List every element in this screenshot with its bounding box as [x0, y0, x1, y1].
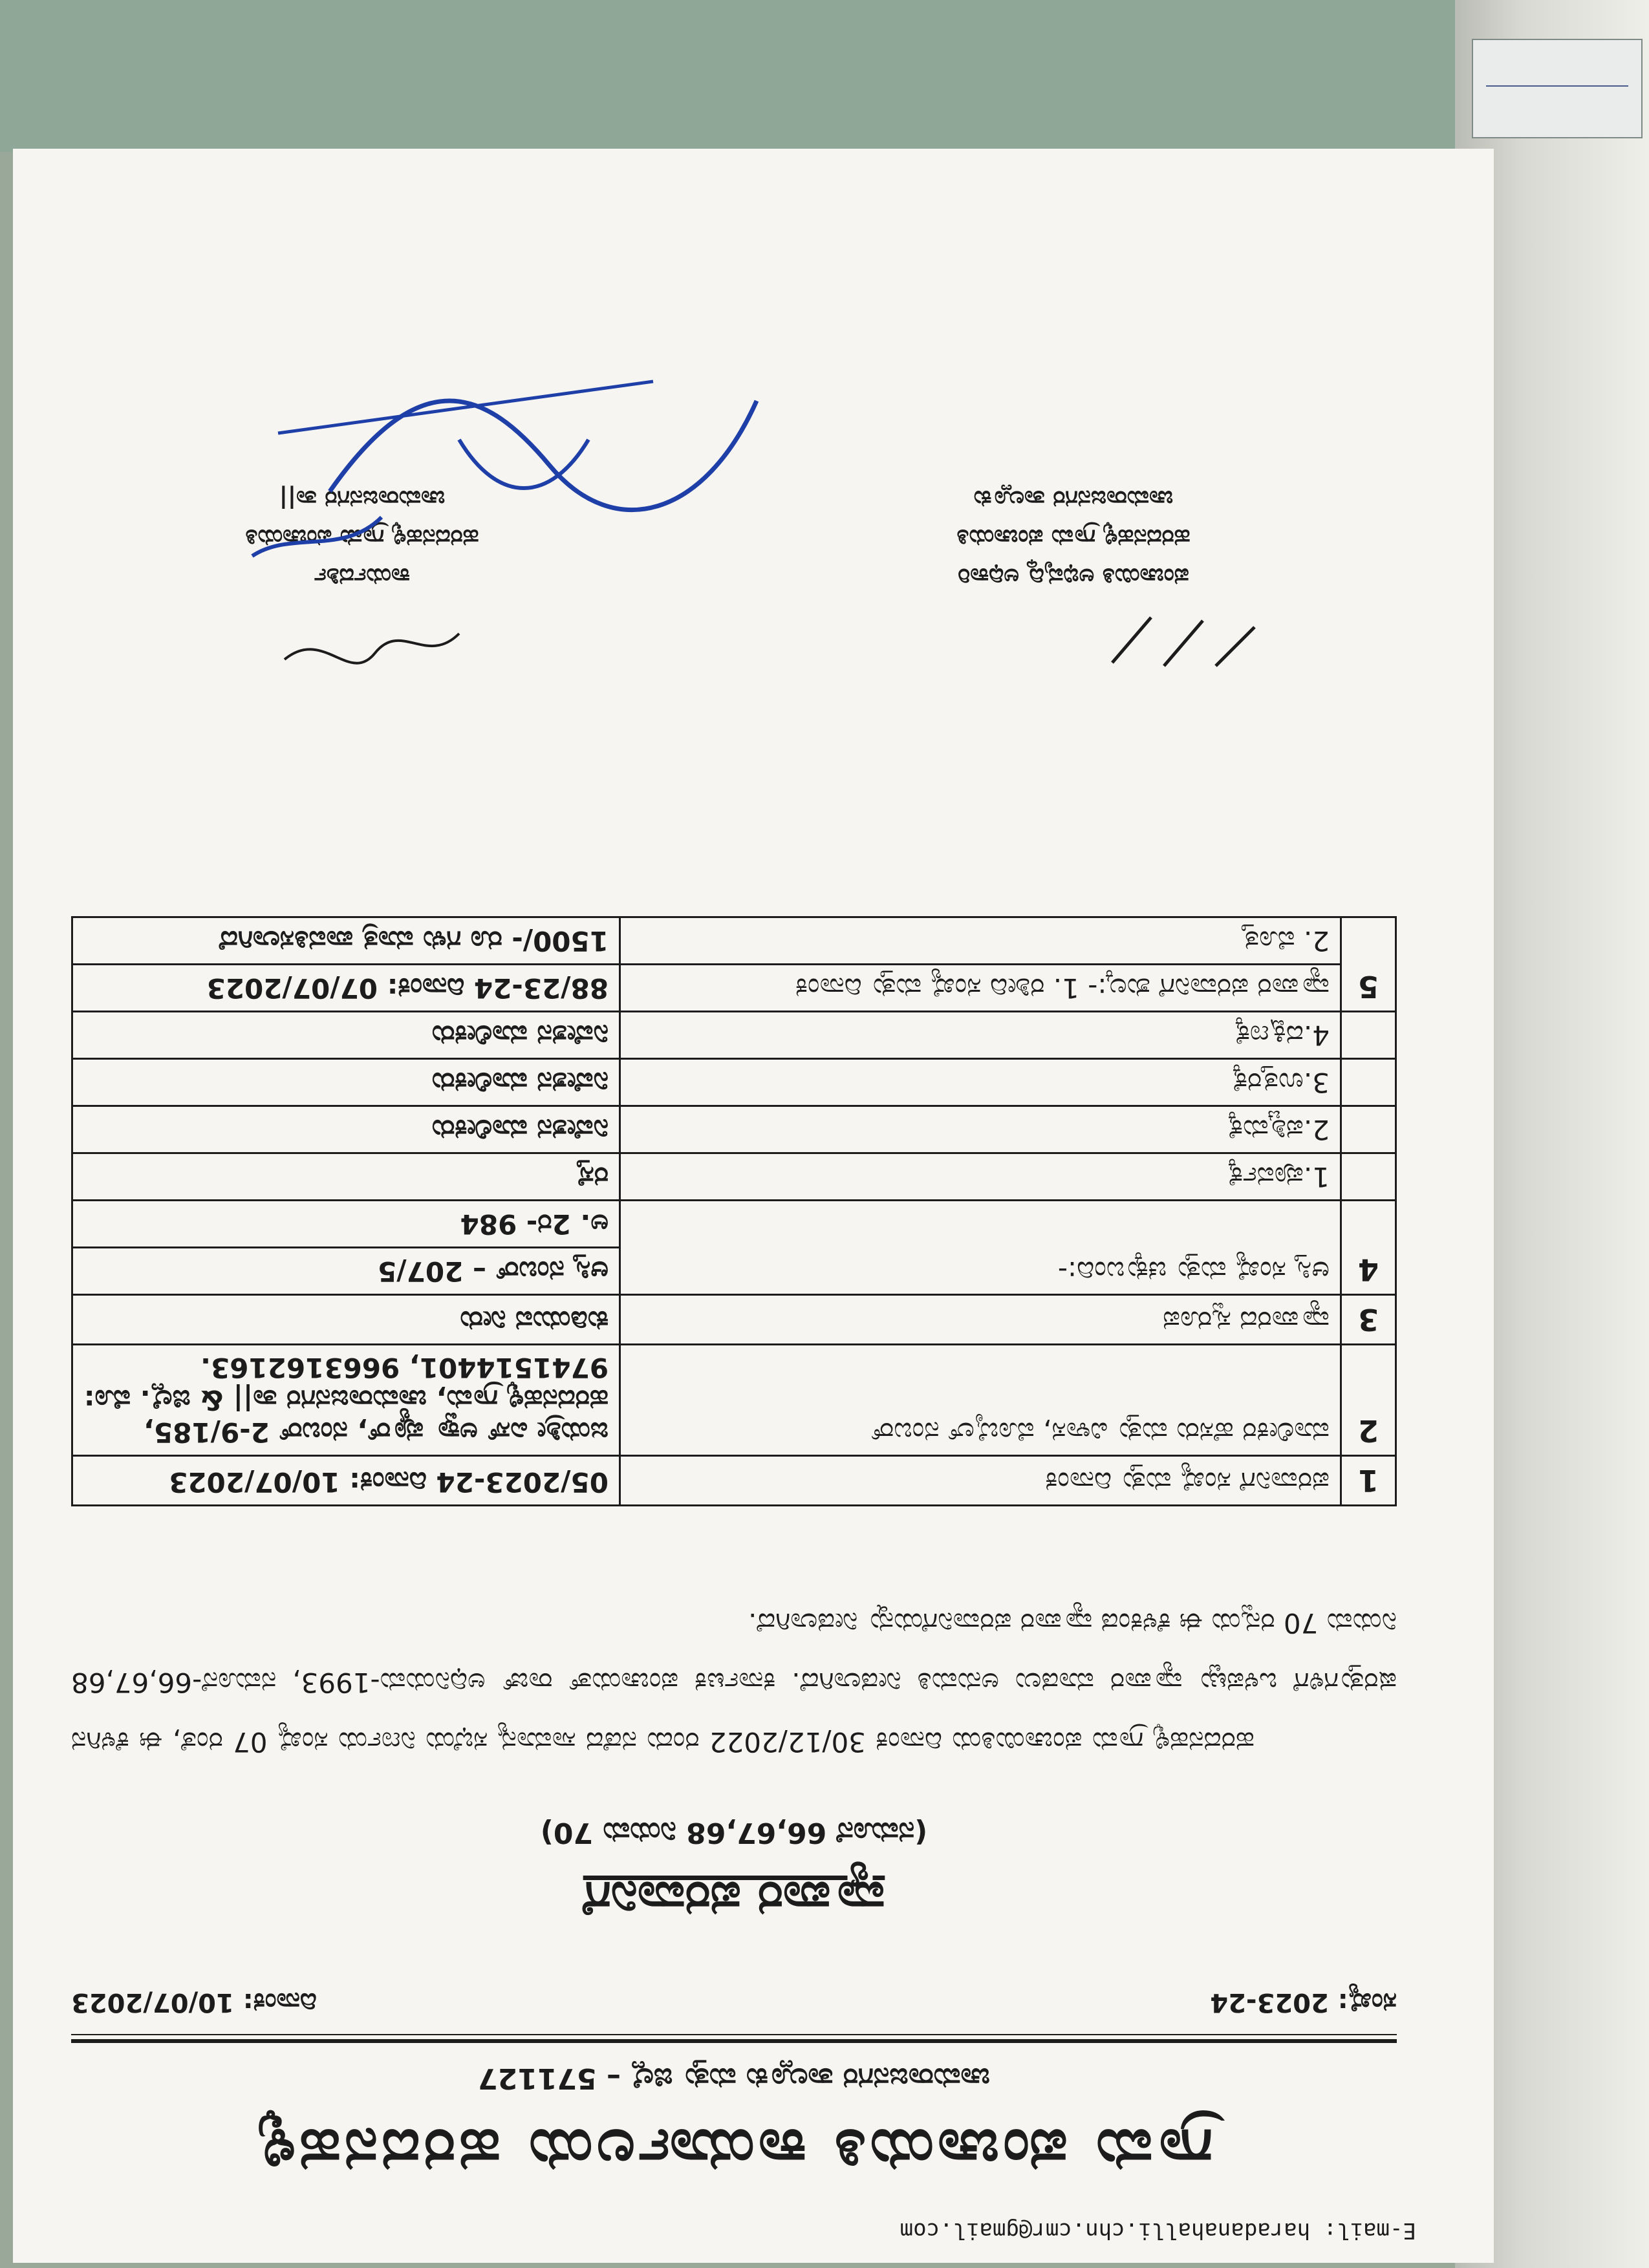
license-document — [13, 149, 1494, 2263]
document-date: ದಿನಾಂಕ: 10/07/2023 — [71, 1987, 317, 2017]
row-value: ಜಯಶ್ರೀ ಎಸ್ ಅಕ್ವಾ ಪ್ಯೂರ್, ನಂಬರ್ 2-9/185, ಹರದನಹಳ್ಳಿ ಗ್ರಾಮ, ಚಾಮರಾಜನಗರ ತಾ|| & ಜಿಲ್ಲೆ. ಮೊ: 9741514401, 9663162163. — [72, 1345, 620, 1456]
row-label: 2.ಪಶ್ಚಿಮಕ್ಕೆ — [620, 1106, 1341, 1153]
table-row — [72, 1012, 1396, 1059]
signatory-office: ಹರದನಹಳ್ಳಿ ಗ್ರಾಮ ಪಂಚಾಯತಿ — [956, 524, 1191, 551]
row-label: ಮಾಲೀಕರ ಹೆಸರು ಮತ್ತು ವಿಳಾಸ, ಮೊಬೈಲ್ ನಂಬರ್ — [620, 1345, 1341, 1456]
license-body-text: ಹರದನಹಳ್ಳಿ ಗ್ರಾಮ ಪಂಚಾಯಿತಿಯ ದಿನಾಂಕ 30/12/2022 ರಂದು ನಡೆದ ಸಾಮಾನ್ಯ ಸಭೆಯ ನಿರ್ಣಯ ಸಂಖ್ಯೆ 07 ರಂತೆ, ಈ ಕೆಳಗಿನ ಷರತ್ತುಗಳಿಗೆ ಒಳಪಟ್ಟು ವ್ಯಾಪಾರ ಮಾಡಲು ಅನುಮತಿ ನೀಡಲಾಗಿದೆ. ಕರ್ನಾಟಕ ಪಂಚಾಯತ್ ರಾಜ್ ಅಧಿನಿಯಮ-1993, ನಮೂನೆ-66,67,68 ನಿಯಮ 70 ರನ್ವಯ ಈ ಕೆಳಕಂಡ ವ್ಯಾಪಾರ ಪರವಾನಿಗೆಯನ್ನು ನೀಡಲಾಗಿದೆ. — [71, 1607, 1397, 1758]
signature-scribble — [815, 608, 1332, 679]
table-row — [72, 1345, 1396, 1456]
header-rule — [71, 2039, 1397, 2043]
signatory-designation: ಕಾರ್ಯದರ್ಶಿ — [314, 563, 410, 590]
corner-note — [1472, 39, 1643, 138]
license-details-table — [71, 916, 1397, 1506]
row-number: 2 — [1341, 1345, 1396, 1456]
document-title: ವ್ಯಾಪಾರ ಪರವಾನಿಗೆ — [583, 1871, 885, 1927]
table-row — [72, 1456, 1396, 1506]
row-value: 05/2023-24 ದಿನಾಂಕ: 10/07/2023 — [72, 1456, 620, 1506]
row-value: ಅ. 2ರ- 984 — [72, 1201, 620, 1248]
table-row — [72, 917, 1396, 965]
row-value: ನಿವೇಶನ ಮಾಲೀಕರು — [72, 1012, 620, 1059]
verified-pen-mark — [200, 321, 782, 595]
row-value: ಕುಡಿಯುವ ನೀರು — [72, 1295, 620, 1345]
signatory-office: ಹರದನಹಳ್ಳಿ ಗ್ರಾಮ ಪಂಚಾಯತಿ — [245, 524, 479, 551]
row-label: 3.ಉತ್ತರಕ್ಕೆ — [620, 1059, 1341, 1106]
row-label: ಪರವಾನಿಗೆ ಸಂಖ್ಯೆ ಮತ್ತು ದಿನಾಂಕ — [620, 1456, 1341, 1506]
table-row — [72, 1106, 1396, 1153]
row-label: ವ್ಯಾಪಾರದ ಸ್ವರೂಪ — [620, 1295, 1341, 1345]
row-number: 1 — [1341, 1456, 1396, 1506]
row-number: 5 — [1341, 917, 1396, 1012]
row-label: ವ್ಯಾಪಾರ ಪರವಾನಿಗೆ ಶುಲ್ಕ:- 1. ರಶೀದಿ ಸಂಖ್ಯೆ ಮತ್ತು ದಿನಾಂಕ — [620, 965, 1341, 1012]
table-row — [72, 1059, 1396, 1106]
signatory-taluk: ಚಾಮರಾಜನಗರ ತಾ|| — [279, 486, 446, 512]
row-label: 1.ಪೂರ್ವಕ್ಕೆ — [620, 1153, 1341, 1201]
signature-block-pdo — [815, 479, 1332, 679]
signatory-taluk: ಚಾಮರಾಜನಗರ ತಾಲ್ಲೂಕು — [973, 486, 1174, 512]
row-label: 4.ದಕ್ಷಿಣಕ್ಕೆ — [620, 1012, 1341, 1059]
row-number: 4 — [1341, 1201, 1396, 1295]
handwritten-initials — [103, 608, 621, 679]
signatory-designation: ಪಂಚಾಯಿತಿ ಅಭಿವೃದ್ಧಿ ಅಧಿಕಾರಿ — [958, 563, 1189, 590]
document-subtitle: (ನಮೂನೆ 66,67,68 ನಿಯಮ 70) — [540, 1816, 928, 1849]
table-row — [72, 1295, 1396, 1345]
row-label: 2. ಮೊತ್ತ — [620, 917, 1341, 965]
row-value: ಆಸ್ತಿ ನಂಬರ್ – 207/5 — [72, 1248, 620, 1295]
table-row — [72, 965, 1396, 1012]
folder-background — [0, 0, 1649, 152]
table-row — [72, 1248, 1396, 1295]
header-rule-thin — [71, 2034, 1397, 2035]
office-name: ಗ್ರಾಮ ಪಂಚಾಯತಿ ಕಾರ್ಯಾಲಯ ಹರದನಹಳ್ಳಿ — [255, 2116, 1212, 2185]
row-label: ಆಸ್ತಿ ಸಂಖ್ಯೆ ಮತ್ತು ಚಕ್ಕುಬಂದಿ:- — [620, 1201, 1341, 1295]
table-row — [72, 1153, 1396, 1201]
row-value: ನಿವೇಶನ ಮಾಲೀಕರು — [72, 1059, 620, 1106]
row-value: ನಿವೇಶನ ಮಾಲೀಕರು — [72, 1106, 620, 1153]
reference-number: ಸಂಖ್ಯೆ: 2023-24 — [1210, 1987, 1397, 2017]
row-value: 88/23-24 ದಿನಾಂಕ: 07/07/2023 — [72, 965, 620, 1012]
row-value: 1500/- ರೂ ಗಳು ಮಾತ್ರ ಪಾವತಿಸಲಾಗಿದೆ — [72, 917, 620, 965]
office-email: E-mail: haradanahalli.chn.cmr@gmail.com — [900, 2218, 1416, 2243]
row-number: 3 — [1341, 1295, 1396, 1345]
verified-signature — [200, 323, 782, 595]
office-address: ಚಾಮರಾಜನಗರ ತಾಲ್ಲೂಕು ಮತ್ತು ಜಿಲ್ಲೆ – 571127 — [477, 2062, 991, 2095]
row-value: ರಸ್ತೆ — [72, 1153, 620, 1201]
